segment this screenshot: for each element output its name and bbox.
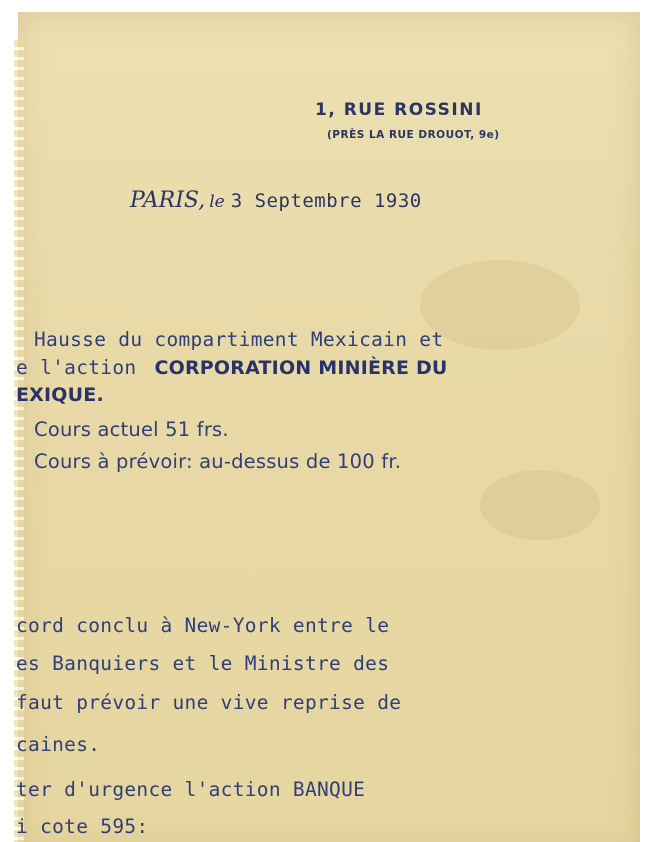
paper-stain: [420, 260, 580, 350]
letterhead-address: 1, RUE ROSSINI: [315, 100, 483, 120]
body-line-6: i cote 595:: [16, 815, 149, 838]
body-line-2: es Banquiers et le Ministre des: [16, 652, 390, 675]
notice-line-2-prefix: e l'action: [16, 356, 137, 379]
notice-line-3: EXIQUE.: [16, 384, 104, 406]
dateline-le: le: [209, 192, 225, 212]
dateline-city: PARIS,: [130, 188, 206, 213]
letterhead-address-note: (PRÈS LA RUE DROUOT, 9e): [327, 129, 500, 141]
paper-stain: [480, 470, 600, 540]
dateline-date: 3 Septembre 1930: [230, 190, 422, 212]
torn-left-edge: [14, 40, 24, 842]
body-line-4: caines.: [16, 733, 101, 756]
notice-line-2: [16, 356, 448, 379]
body-line-5: ter d'urgence l'action BANQUE: [16, 778, 366, 801]
notice-expected-price: Cours à prévoir: au-dessus de 100 fr.: [34, 450, 402, 473]
body-line-3: faut prévoir une vive reprise de: [16, 691, 402, 714]
notice-line-1: Hausse du compartiment Mexicain et: [34, 328, 444, 351]
dateline: [130, 188, 422, 213]
notice-company-name: CORPORATION MINIÈRE DU: [154, 357, 448, 379]
body-line-1: cord conclu à New-York entre le: [16, 614, 390, 637]
notice-current-price: Cours actuel 51 frs.: [34, 418, 229, 441]
